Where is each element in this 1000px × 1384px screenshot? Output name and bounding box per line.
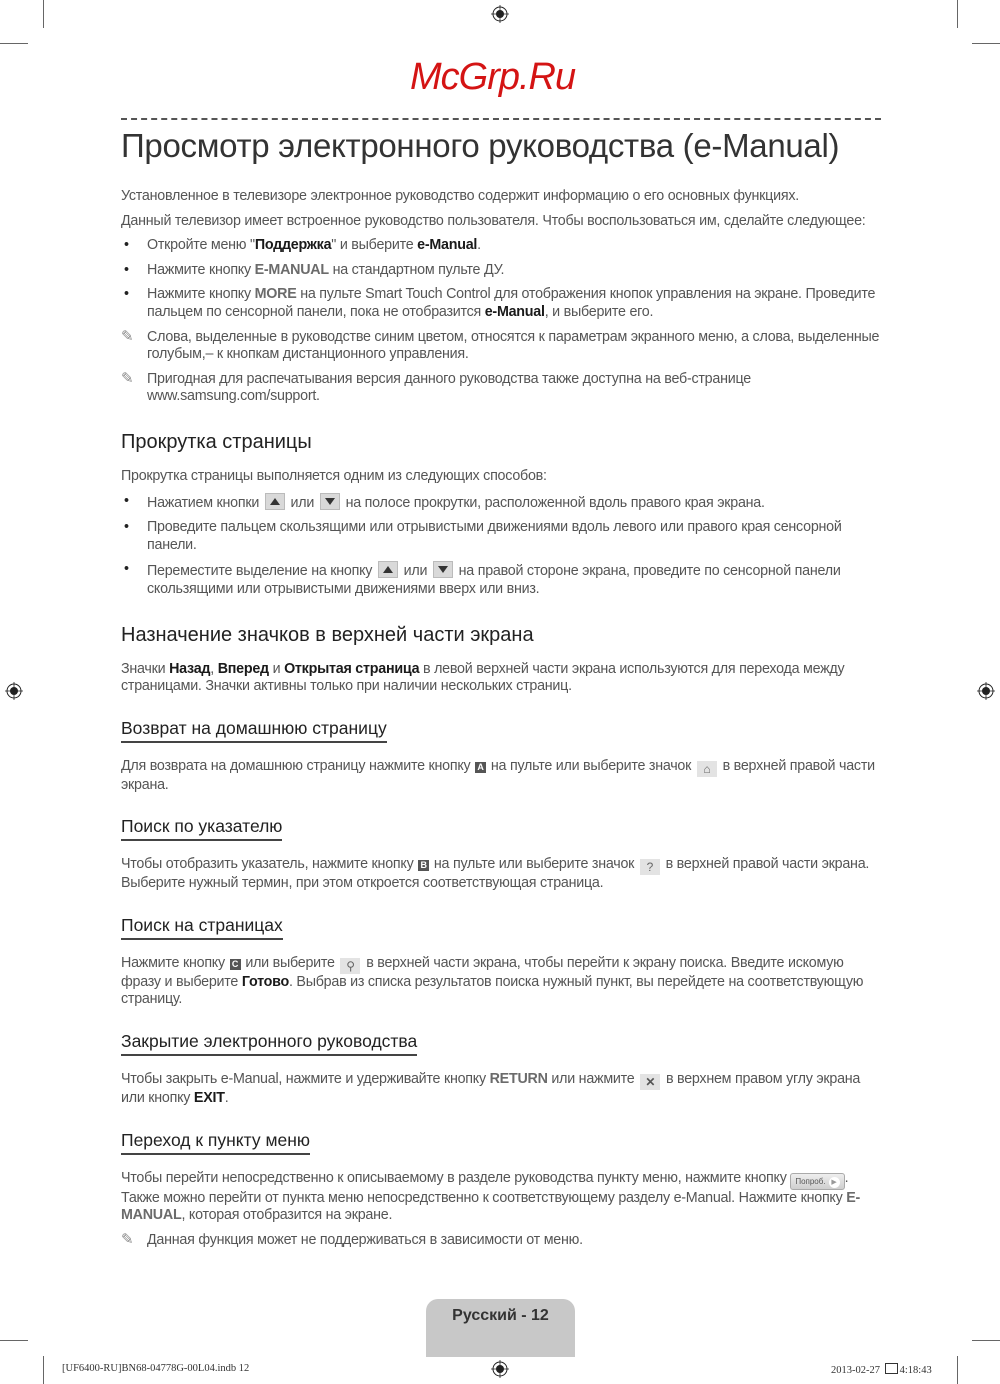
- title-divider: [121, 118, 881, 120]
- a-key-icon: A: [475, 762, 486, 773]
- paragraph: Прокрутка страницы выполняется одним из следующих способов:: [121, 467, 547, 484]
- page-content: [121, 118, 883, 1249]
- footer-timestamp: 2013-02-27 4:18:43: [831, 1365, 932, 1376]
- subsection-heading: Переход к пункту меню: [121, 1130, 310, 1155]
- scroll-down-button-icon: [320, 493, 340, 510]
- home-icon: ⌂: [697, 761, 717, 777]
- list-item: • Переместите выделение на кнопку или на правой стороне экрана, проведите по сенсорной панели скользящими или отрывистыми движениями вверх или вниз.: [124, 561, 841, 597]
- list-item: • Нажатием кнопки или на полосе прокрутки, расположенной вдоль правого края экрана.: [124, 492, 765, 511]
- paragraph: Чтобы закрыть e-Manual, нажмите и удерживайте кнопку RETURN или нажмите ✕ в верхнем правом углу экрана или кнопку EXIT.: [121, 1071, 861, 1107]
- subsection-heading: Возврат на домашнюю страницу: [121, 718, 387, 743]
- intro-paragraph: Данный телевизор имеет встроенное руководство пользователя. Чтобы воспользоваться им, сделайте следующее:: [121, 212, 866, 229]
- play-icon: ▶: [829, 1177, 840, 1188]
- b-key-icon: B: [418, 860, 429, 871]
- footer-file-info: [UF6400-RU]BN68-04778G-00L04.indb 12: [62, 1363, 250, 1374]
- list-item: • Нажмите кнопку MORE на пульте Smart Touch Control для отображения кнопок управления на экране. Проведите пальцем по сенсорной панели, пока не отобразится e-Manual, и выберите его.: [124, 286, 876, 320]
- intro-paragraph: Установленное в телевизоре электронное руководство содержит информацию о его основных функциях.: [121, 188, 799, 204]
- subsection-heading: Поиск по указателю: [121, 816, 282, 841]
- list-item: • Нажмите кнопку E-MANUAL на стандартном пульте ДУ.: [124, 261, 505, 278]
- crop-mark: [972, 43, 1000, 44]
- section-heading: Прокрутка страницы: [121, 430, 312, 453]
- crop-mark: [0, 1340, 28, 1341]
- registration-mark-icon: [977, 682, 995, 700]
- scroll-down-button-icon: [433, 561, 453, 578]
- crop-mark: [0, 43, 28, 44]
- crop-mark: [43, 0, 44, 28]
- crop-mark: [972, 1340, 1000, 1341]
- page-title: Просмотр электронного руководства (e-Manual): [121, 127, 840, 164]
- subsection-heading: Поиск на страницах: [121, 915, 283, 940]
- list-item: • Откройте меню "Поддержка" и выберите e-Manual.: [124, 237, 481, 254]
- note: ✎ Пригодная для распечатывания версия данного руководства также доступна на веб-странице www.samsung.com/support.: [121, 369, 751, 405]
- paragraph: Нажмите кнопку C или выберите ⚲ в верхней части экрана, чтобы перейти к экрану поиска. Введите искомую фразу и выберите Готово. Выбрав из списка результатов поиска нужный пункт, вы перейдете на соответствующую страницу.: [121, 954, 864, 1008]
- pm-glyph-icon: [885, 1363, 898, 1374]
- paragraph: Чтобы перейти непосредственно к описываемому в разделе руководства пункту меню, нажмите кнопку Попроб. ▶ . Также можно перейти от пункта меню непосредственно к соответствующему разделу e-Manual. Нажмите кнопку E-MANUAL, которая отобразится на экране.: [121, 1169, 861, 1224]
- search-icon: ⚲: [340, 958, 360, 974]
- subsection-heading: Закрытие электронного руководства: [121, 1031, 417, 1056]
- scroll-up-button-icon: [265, 493, 285, 510]
- try-now-button[interactable]: Попроб. ▶: [790, 1173, 844, 1190]
- crop-mark: [957, 1356, 958, 1384]
- scroll-up-button-icon: [378, 561, 398, 578]
- pencil-note-icon: ✎: [121, 327, 134, 345]
- crop-mark: [957, 0, 958, 28]
- page-number-tab: Русский - 12: [426, 1299, 575, 1357]
- pencil-note-icon: ✎: [121, 369, 134, 387]
- c-key-icon: C: [230, 959, 241, 970]
- registration-mark-icon: [491, 5, 509, 23]
- crop-mark: [43, 1356, 44, 1384]
- section-heading: Назначение значков в верхней части экрана: [121, 623, 534, 646]
- note: ✎ Данная функция может не поддерживаться в зависимости от меню.: [121, 1230, 583, 1248]
- paragraph: Для возврата на домашнюю страницу нажмите кнопку A на пульте или выберите значок ⌂ в верхней правой части экрана.: [121, 757, 875, 793]
- close-icon: ✕: [640, 1074, 660, 1090]
- watermark: McGrp.Ru: [410, 56, 576, 98]
- index-icon: ?: [640, 859, 660, 875]
- note: ✎ Слова, выделенные в руководстве синим цветом, относятся к параметрам экранного меню, а слова, выделенные голубым,– к кнопкам дистанционного управления.: [121, 327, 880, 363]
- list-item: • Проведите пальцем скользящими или отрывистыми движениями вдоль левого или правого края сенсорной панели.: [124, 519, 842, 553]
- paragraph: Чтобы отобразить указатель, нажмите кнопку B на пульте или выберите значок ? в верхней правой части экрана. Выберите нужный термин, при этом откроется соответствующая страница.: [121, 856, 870, 892]
- pencil-note-icon: ✎: [121, 1230, 134, 1248]
- paragraph: Значки Назад, Вперед и Открытая страница в левой верхней части экрана используются для перехода между страницами. Значки активны только при наличии нескольких страниц.: [121, 660, 845, 695]
- registration-mark-icon: [491, 1360, 509, 1378]
- registration-mark-icon: [5, 682, 23, 700]
